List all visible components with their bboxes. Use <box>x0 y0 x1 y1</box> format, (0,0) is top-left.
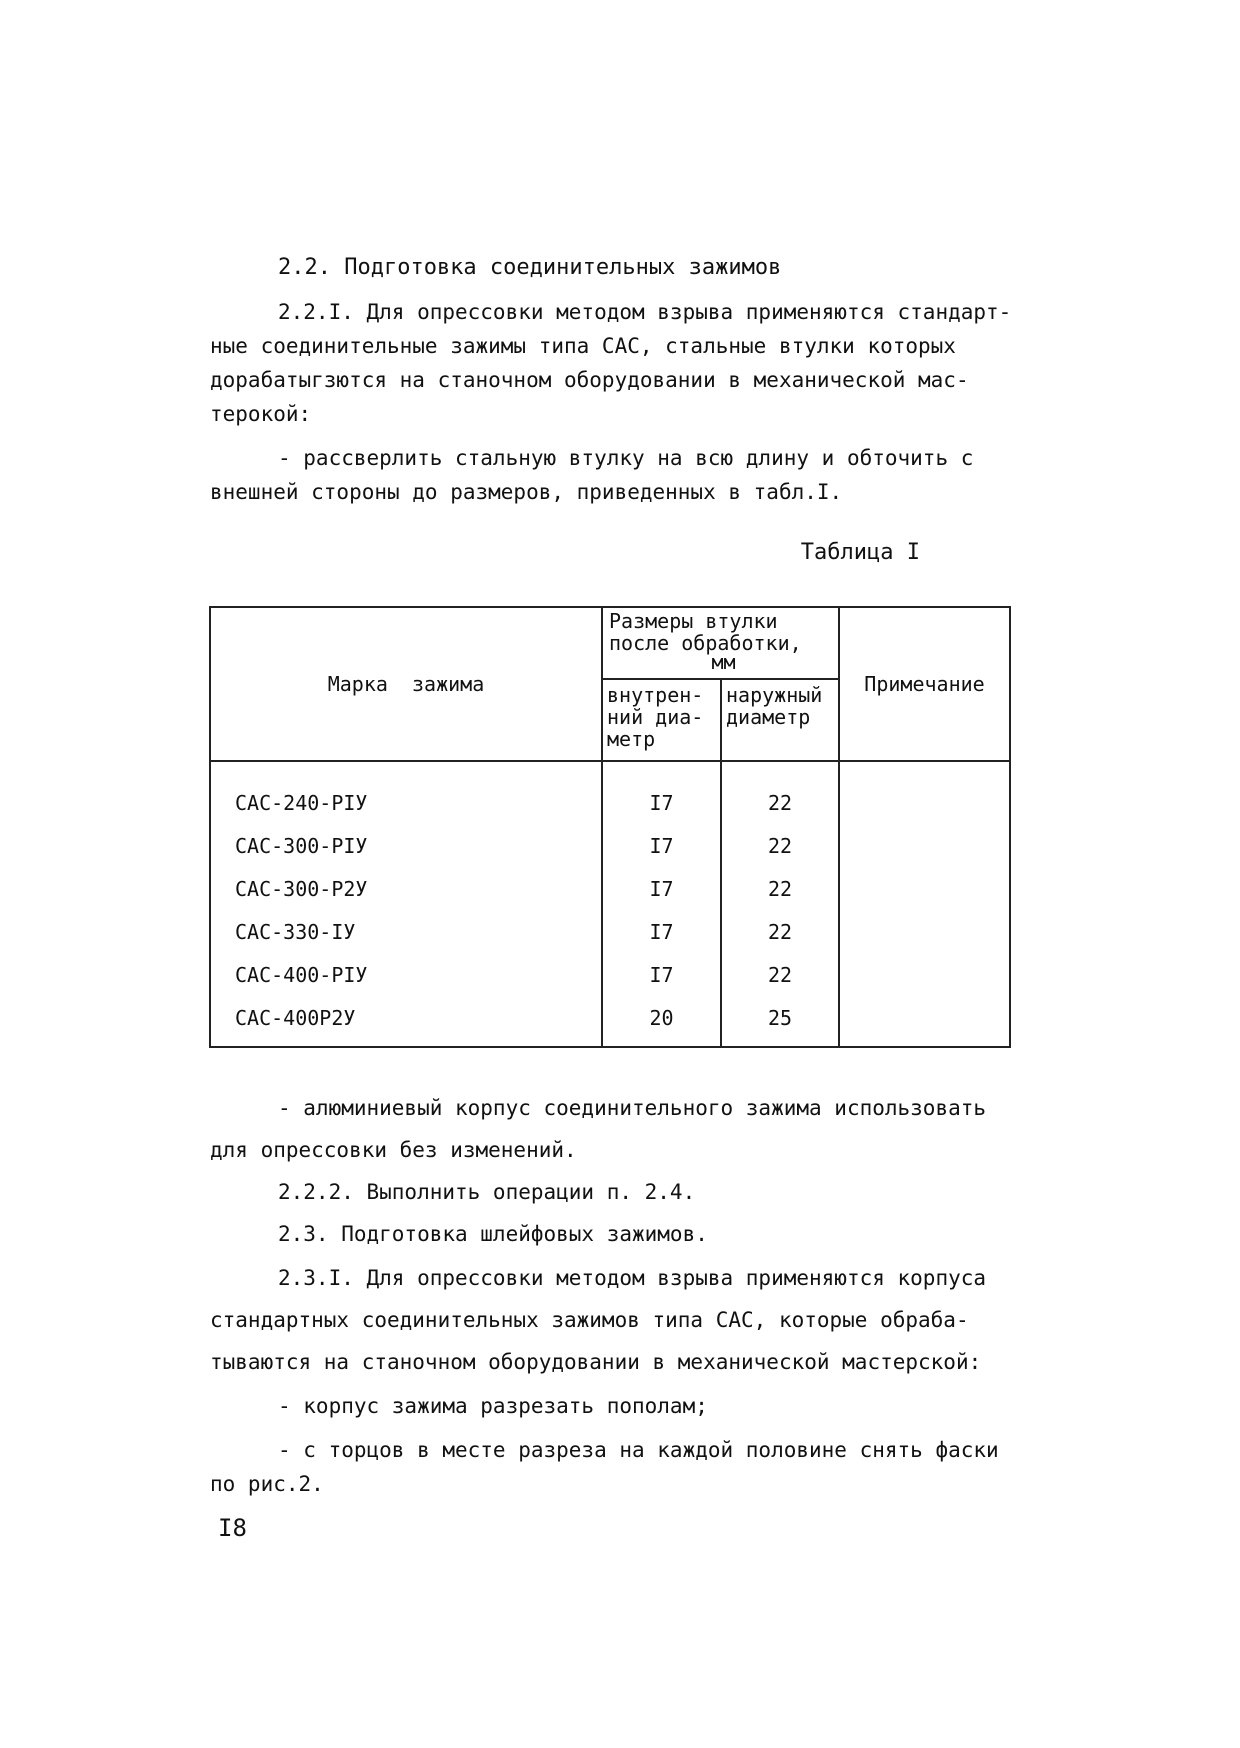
header-size-line-2: после обработки, <box>609 631 802 655</box>
header-size-line-3: мм <box>711 650 736 674</box>
brand-column <box>210 761 602 1047</box>
inner-diameter-column <box>602 761 721 1047</box>
table-row-outer: 22 <box>767 877 793 901</box>
table-row-outer: 22 <box>767 920 793 944</box>
table-row-note <box>840 782 1009 825</box>
table-row-outer: 25 <box>767 1006 793 1030</box>
section-2-2-title: 2.2. Подготовка соединительных зажимов <box>278 255 782 280</box>
header-outer-diameter <box>721 679 839 761</box>
table-row-note <box>840 997 1009 1040</box>
header-note-text: Примечание <box>864 672 985 696</box>
table-row-note <box>840 954 1009 997</box>
header-inner-diameter <box>602 679 721 761</box>
sleeve-dimensions-table <box>209 606 1011 1048</box>
paragraph-2-2-1-line-4: терокой: <box>210 402 312 426</box>
header-sleeve-size <box>602 607 839 679</box>
paragraph-2-2-2: 2.2.2. Выполнить операции п. 2.4. <box>278 1180 696 1204</box>
paragraph-2-3-1-line-1: 2.3.I. Для опрессовки методом взрыва применяются корпуса <box>278 1266 987 1290</box>
header-size-line-1: Размеры втулки <box>609 609 778 633</box>
header-inner-line-1: внутрен- <box>607 683 704 707</box>
header-inner-line-3: метр <box>607 727 656 751</box>
paragraph-2-2-1-line-1: 2.2.I. Для опрессовки методом взрыва применяются стандарт- <box>278 300 1012 324</box>
table-row-inner: 20 <box>649 1006 674 1030</box>
page-number: I8 <box>218 1514 247 1542</box>
table-row-inner: I7 <box>649 920 674 944</box>
aluminium-body-line-2: для опрессовки без изменений. <box>210 1138 577 1162</box>
table-row-inner: I7 <box>649 963 674 987</box>
instruction-line-1: - рассверлить стальную втулку на всю длину и обточить с <box>278 446 974 470</box>
table-row-brand: САС-400Р2У <box>235 1006 356 1030</box>
table-row-brand: САС-400-РIУ <box>235 963 368 987</box>
header-inner-line-2: ний диа- <box>607 705 704 729</box>
table-row-inner: I7 <box>649 877 674 901</box>
paragraph-2-3-1-line-2: стандартных соединительных зажимов типа САС, которые обраба- <box>210 1308 969 1332</box>
outer-diameter-column <box>721 761 839 1047</box>
instruction-chamfer-line-1: - с торцов в месте разреза на каждой половине снять фаски <box>278 1438 999 1462</box>
table-row-brand: САС-240-РIУ <box>235 791 368 815</box>
section-2-3-title: 2.3. Подготовка шлейфовых зажимов. <box>278 1222 708 1246</box>
table-row-inner: I7 <box>649 791 674 815</box>
aluminium-body-line-1: - алюминиевый корпус соединительного зажима использовать <box>278 1096 987 1120</box>
table-row-outer: 22 <box>767 834 793 858</box>
table-row-note <box>840 911 1009 954</box>
table-row-outer: 22 <box>767 963 793 987</box>
paragraph-2-2-1-line-2: ные соединительные зажимы типа САС, стальные втулки которых <box>210 334 956 358</box>
table-row-brand: САС-330-IУ <box>235 920 356 944</box>
instruction-chamfer-line-2: по рис.2. <box>210 1472 324 1496</box>
table-row-inner: I7 <box>649 834 674 858</box>
table-row-outer: 22 <box>767 791 793 815</box>
header-outer-line-1: наружный <box>726 683 823 707</box>
paragraph-2-3-1-line-3: тываются на станочном оборудовании в механической мастерской: <box>210 1350 982 1374</box>
table-row-brand: САС-300-Р2У <box>235 877 368 901</box>
header-brand-text: Марка зажима <box>327 672 485 696</box>
instruction-cut-in-half: - корпус зажима разрезать пополам; <box>278 1394 708 1418</box>
paragraph-2-2-1-line-3: дорабатыгзются на станочном оборудовании в механической мас- <box>210 368 969 392</box>
instruction-line-2: внешней стороны до размеров, приведенных в табл.I. <box>210 480 843 504</box>
header-brand <box>210 607 602 761</box>
header-note <box>839 607 1010 761</box>
header-outer-line-2: диаметр <box>726 705 811 729</box>
note-column <box>839 761 1010 1047</box>
table-row-note <box>840 868 1009 911</box>
table-caption: Таблица I <box>800 540 920 565</box>
table-row-note <box>840 825 1009 868</box>
table-row-brand: САС-300-РIУ <box>235 834 368 858</box>
